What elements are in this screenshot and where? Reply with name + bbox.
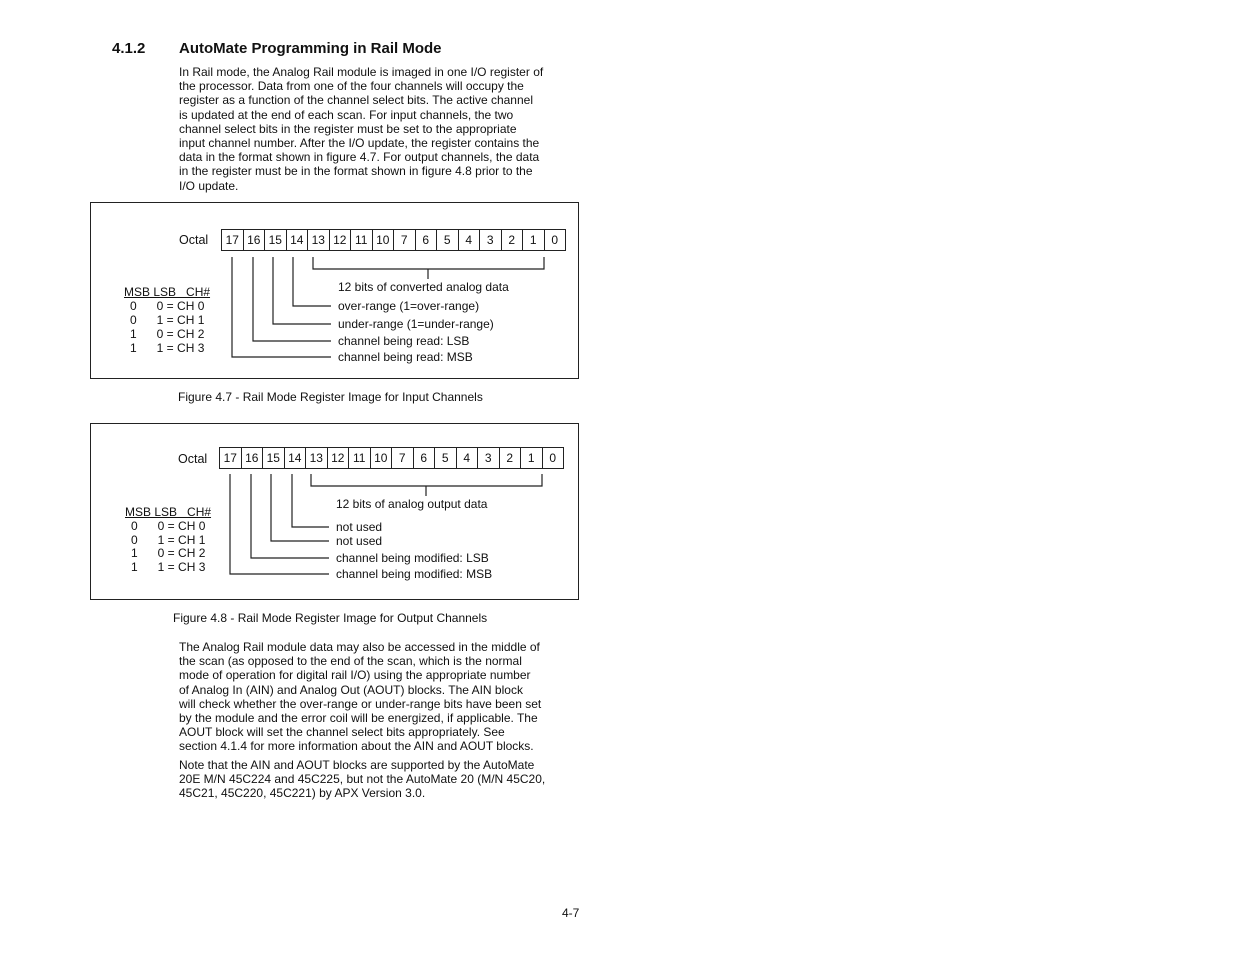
leader-bit-14 — [293, 257, 331, 306]
section-number: 4.1.2 — [112, 40, 146, 57]
bit-cell: 15 — [263, 448, 285, 468]
label-channel-msb: channel being read: MSB — [338, 350, 473, 364]
bit-cell: 3 — [478, 448, 500, 468]
figure-output-caption: Figure 4.8 - Rail Mode Register Image for Output Channels — [173, 611, 488, 625]
bit-cell: 14 — [287, 230, 309, 250]
leader-bit-17 — [232, 257, 331, 357]
text-line: the processor. Data from one of the four channels will occupy the — [179, 79, 524, 94]
leader-bit-15 — [271, 474, 329, 541]
text-line: I/O update. — [179, 178, 239, 193]
leader-bit-16 — [251, 474, 329, 558]
text-line: 20E M/N 45C224 and 45C225, but not the AutoMate 20 (M/N 45C20, — [179, 772, 546, 787]
bit-cell: 2 — [500, 448, 522, 468]
label-not-used: not used — [336, 534, 383, 548]
text-line: The Analog Rail module data may also be accessed in the middle of — [179, 640, 540, 654]
page-number: 4-7 — [562, 906, 580, 920]
bit-cell: 17 — [220, 448, 242, 468]
bit-cell: 2 — [502, 230, 524, 250]
bit-cell: 12 — [328, 448, 350, 468]
bit-cell: 13 — [306, 448, 328, 468]
label-channel-msb: channel being modified: MSB — [336, 567, 493, 581]
bit-cell: 6 — [416, 230, 438, 250]
bit-cell: 5 — [435, 448, 457, 468]
bit-cell: 7 — [394, 230, 416, 250]
text-line: Note that the AIN and AOUT blocks are supported by the AutoMate — [179, 758, 535, 772]
channel-table-row: 0 0 = CH 0 — [130, 299, 205, 313]
text-line: channel select bits in the register must be set to the appropriate — [179, 121, 517, 136]
text-line: mode of operation for digital rail I/O) using the appropriate number — [179, 668, 531, 683]
channel-table-header: MSB LSB CH# — [125, 505, 212, 519]
text-line: is updated at the end of each scan. For input channels, the two — [179, 107, 514, 122]
bit-cell: 14 — [285, 448, 307, 468]
label-under-range: under-range (1=under-range) — [338, 317, 494, 331]
text-line: AOUT block will set the channel select bits appropriately. See — [179, 725, 505, 740]
bit-cell: 11 — [351, 230, 373, 250]
access-paragraph — [179, 640, 569, 754]
bit-cell: 10 — [371, 448, 393, 468]
section-title: AutoMate Programming in Rail Mode — [179, 40, 442, 57]
bit-cell: 17 — [222, 230, 244, 250]
leader-bit-16 — [253, 257, 331, 341]
bit-cell: 11 — [349, 448, 371, 468]
channel-table-row: 0 1 = CH 1 — [130, 313, 205, 327]
bit-cell: 1 — [521, 448, 543, 468]
channel-table-row: 1 1 = CH 3 — [131, 560, 206, 574]
channel-table-row: 1 1 = CH 3 — [130, 341, 205, 355]
label-data-bits: 12 bits of analog output data — [336, 497, 488, 511]
data-bits-bracket — [311, 474, 542, 486]
channel-table-row: 0 0 = CH 0 — [131, 519, 206, 533]
bit-cell: 16 — [242, 448, 264, 468]
bit-cell: 7 — [392, 448, 414, 468]
text-line: will check whether the over-range or under-range bits have been set — [179, 696, 542, 711]
octal-label: Octal — [179, 233, 209, 247]
figure-input-register — [90, 202, 579, 379]
figure-output-register — [90, 423, 579, 600]
channel-table-row: 0 1 = CH 1 — [131, 533, 206, 547]
text-line: input channel number. After the I/O update, the register contains the — [179, 136, 540, 151]
bit-cell: 6 — [414, 448, 436, 468]
label-channel-lsb: channel being modified: LSB — [336, 551, 489, 565]
bit-cell: 0 — [549, 451, 557, 465]
bit-cell: 12 — [330, 230, 352, 250]
text-line: section 4.1.4 for more information about the AIN and AOUT blocks. — [179, 739, 534, 754]
bit-cell: 4 — [457, 448, 479, 468]
bit-cell: 3 — [480, 230, 502, 250]
text-line: the scan (as opposed to the end of the scan, which is the normal — [179, 654, 522, 669]
text-line: 45C21, 45C220, 45C221) by APX Version 3.0. — [179, 786, 426, 801]
leader-bit-17 — [230, 474, 329, 574]
bit-cell: 1 — [523, 230, 545, 250]
channel-table-header: MSB LSB CH# — [124, 285, 211, 299]
label-data-bits: 12 bits of converted analog data — [338, 280, 509, 294]
label-not-used: not used — [336, 520, 383, 534]
text-line: In Rail mode, the Analog Rail module is imaged in one I/O register of — [179, 65, 544, 79]
bit-cell: 0 — [551, 233, 559, 247]
text-line: of Analog In (AIN) and Analog Out (AOUT) blocks. The AIN block — [179, 682, 523, 697]
text-line: data in the format shown in figure 4.7. For output channels, the data — [179, 150, 540, 165]
intro-paragraph — [179, 65, 569, 193]
bit-cell: 5 — [437, 230, 459, 250]
text-line: in the register must be in the format shown in figure 4.8 prior to the — [179, 164, 533, 179]
figure-input-caption: Figure 4.7 - Rail Mode Register Image for Input Channels — [178, 390, 483, 404]
bit-cell: 15 — [265, 230, 287, 250]
note-paragraph — [179, 758, 569, 801]
text-line: register as a function of the channel select bits. The active channel — [179, 93, 533, 108]
channel-table-row: 1 0 = CH 2 — [131, 546, 206, 560]
data-bits-bracket — [313, 257, 544, 269]
leader-bit-15 — [273, 257, 331, 324]
label-over-range: over-range (1=over-range) — [338, 299, 480, 313]
bit-cell: 4 — [459, 230, 481, 250]
text-line: by the module and the error coil will be energized, if applicable. The — [179, 711, 538, 726]
bit-cell: 13 — [308, 230, 330, 250]
label-channel-lsb: channel being read: LSB — [338, 334, 470, 348]
channel-table-row: 1 0 = CH 2 — [130, 327, 205, 341]
octal-label: Octal — [178, 452, 208, 466]
bit-cell: 16 — [244, 230, 266, 250]
bit-cell: 10 — [373, 230, 395, 250]
